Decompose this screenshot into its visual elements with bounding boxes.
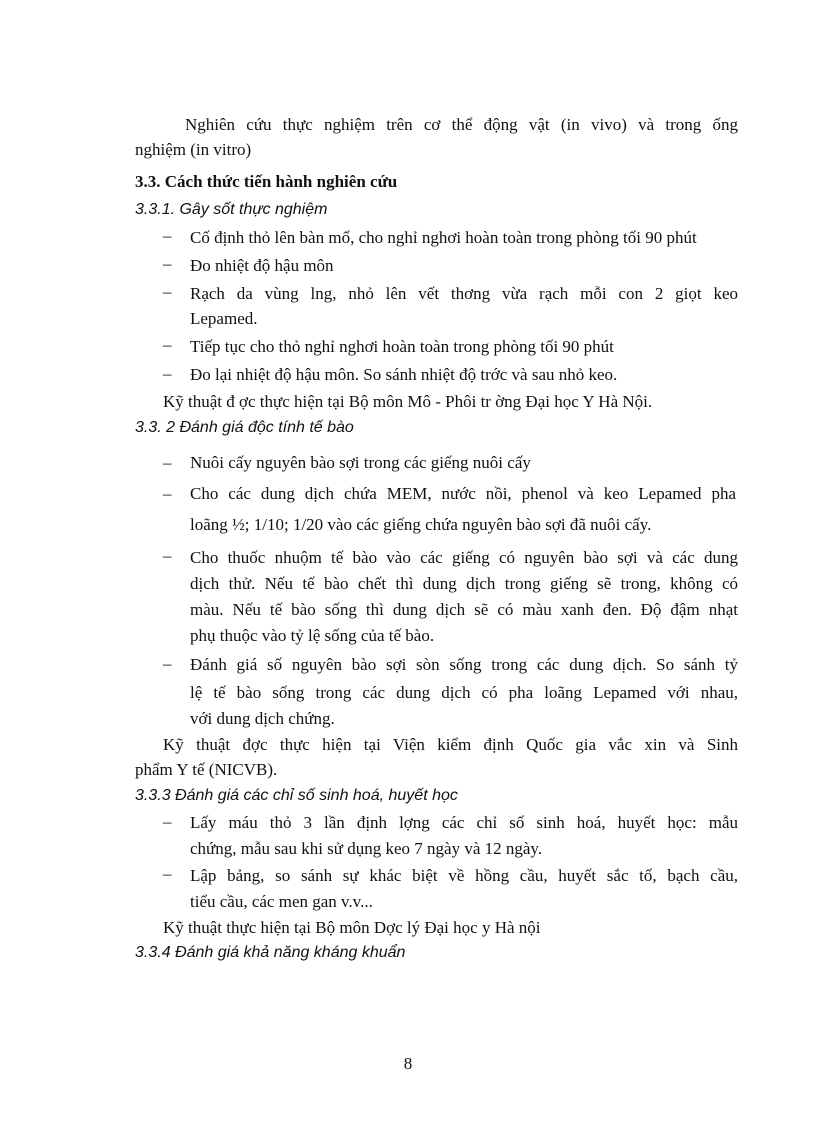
technique-note: Kỹ thuật thực hiện tại Bộ môn Dợc lý Đại học y Hà nội [163,918,541,937]
list-item-continuation: tiểu cầu, các men gan v.v... [190,892,373,911]
subsection-heading-334: 3.3.4 Đánh giá khả năng kháng khuẩn [135,944,406,961]
subsection-heading-331: 3.3.1. Gây sốt thực nghiệm [135,201,328,218]
list-item: Rạch da vùng lng, nhỏ lên vết thơng vừa rạch mỗi con 2 giọt keo [190,284,738,303]
bullet-dash: – [163,812,172,831]
list-item: Đo lại nhiệt độ hậu môn. So sánh nhiệt độ trớc và sau nhỏ keo. [190,365,618,384]
bullet-dash: – [163,364,172,383]
list-item: Cho các dung dịch chứa MEM, nước nồi, phenol và keo Lepamed pha [190,484,736,503]
bullet-dash: – [163,282,172,301]
bullet-dash: – [163,484,172,503]
bullet-dash: – [163,864,172,883]
section-heading: 3.3. Cách thức tiến hành nghiên cứu [135,172,398,191]
technique-note-continuation: phẩm Y tế (NICVB). [135,760,278,779]
page-number: 8 [403,1054,413,1073]
list-item-continuation: loãng ½; 1/10; 1/20 vào các giếng chứa nguyên bào sợi đã nuôi cấy. [190,515,652,534]
intro-line-1: Nghiên cứu thực nghiệm trên cơ thể động vật (in vivo) và trong ống [185,115,738,134]
bullet-dash: – [163,226,172,245]
list-item-continuation: phụ thuộc vào tỷ lệ sống của tế bào. [190,626,435,645]
list-item-continuation: chứng, mẫu sau khi sử dụng keo 7 ngày và 12 ngày. [190,839,543,858]
list-item: Đo nhiệt độ hậu môn [190,256,334,275]
bullet-dash: – [163,335,172,354]
list-item: Nuôi cấy nguyên bào sợi trong các giếng nuôi cấy [190,453,531,472]
list-item-continuation: Lepamed. [190,309,258,328]
list-item: Cố định thỏ lên bàn mổ, cho nghỉ nghơi hoàn toàn trong phòng tối 90 phút [190,228,697,247]
list-item: Lấy máu thỏ 3 lần định lợng các chỉ số sinh hoá, huyết học: mẫu [190,813,738,832]
list-item-continuation: lệ tế bào sống trong các dung dịch có pha loãng Lepamed với nhau, [190,683,738,702]
list-item: Tiếp tục cho thỏ nghỉ nghơi hoàn toàn trong phòng tối 90 phút [190,337,614,356]
subsection-heading-333: 3.3.3 Đánh giá các chỉ số sinh hoá, huyết học [135,787,458,804]
intro-line-2: nghiệm (in vitro) [135,140,252,159]
list-item-continuation: màu. Nếu tế bào sống thì dung dịch sẽ có màu xanh đen. Độ đậm nhạt [190,600,738,619]
list-item-continuation: với dung dịch chứng. [190,709,335,728]
list-item: Lập bảng, so sánh sự khác biệt về hồng cầu, huyết sắc tố, bạch cầu, [190,866,738,885]
list-item: Đánh giá số nguyên bào sợi sòn sống trong các dung dịch. So sánh tỷ [190,655,738,674]
technique-note: Kỹ thuật đợc thực hiện tại Viện kiểm định Quốc gia vắc xin và Sinh [163,735,738,754]
bullet-dash: – [163,254,172,273]
list-item: Cho thuốc nhuộm tế bào vào các giếng có nguyên bào sợi và các dung [190,548,738,567]
bullet-dash: – [163,546,172,565]
bullet-dash: – [163,654,172,673]
bullet-dash: – [163,453,172,472]
list-item-continuation: dịch thử. Nếu tế bào chết thì dung dịch trong giếng sẽ trong, không có [190,574,738,593]
technique-note: Kỹ thuật đ ợc thực hiện tại Bộ môn Mô - Phôi tr ờng Đại học Y Hà Nội. [163,392,653,411]
subsection-heading-332: 3.3. 2 Đánh giá độc tính tế bào [135,419,354,436]
